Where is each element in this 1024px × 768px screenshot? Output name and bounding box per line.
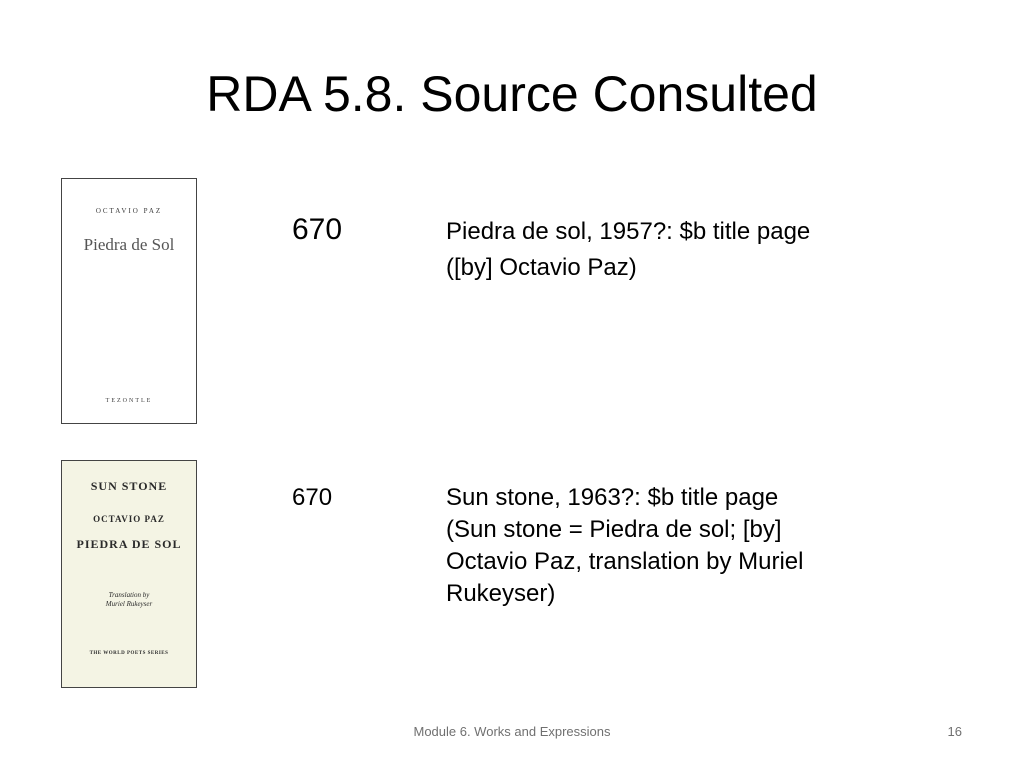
field-line: ([by] Octavio Paz)	[446, 254, 637, 281]
field-line: Piedra de sol, 1957?: $b title page	[446, 218, 811, 245]
cover-author: OCTAVIO PAZ	[93, 514, 165, 524]
cover-title: SUN STONE	[90, 479, 168, 493]
marc-field-text-first	[446, 214, 946, 286]
field-line: Sun stone, 1963?: $b title page	[446, 484, 779, 511]
translator-line: Muriel Rukeyser	[105, 600, 153, 608]
cover-image-sun-stone	[61, 460, 197, 688]
slide-footer: Module 6. Works and Expressions	[413, 724, 611, 739]
slide-title: RDA 5.8. Source Consulted	[206, 66, 818, 122]
cover-translation-credit	[62, 591, 196, 609]
field-line: Octavio Paz, translation by Muriel	[446, 548, 804, 575]
marc-tag-670-first: 670	[292, 213, 343, 246]
cover-publisher: TEZONTLE	[105, 398, 153, 404]
cover-original-title: PIEDRA DE SOL	[76, 537, 182, 551]
translation-line: Translation by	[108, 591, 150, 599]
cover-series: THE WORLD POETS SERIES	[89, 651, 169, 656]
page-number: 16	[947, 724, 962, 739]
cover-title: Piedra de Sol	[83, 235, 175, 254]
cover-author: OCTAVIO PAZ	[95, 207, 163, 215]
cover-image-piedra-de-sol	[61, 178, 197, 424]
field-line: Rukeyser)	[446, 580, 556, 607]
marc-field-text-second	[446, 482, 946, 610]
field-line: (Sun stone = Piedra de sol; [by]	[446, 516, 782, 543]
marc-tag-670-second: 670	[292, 484, 333, 511]
